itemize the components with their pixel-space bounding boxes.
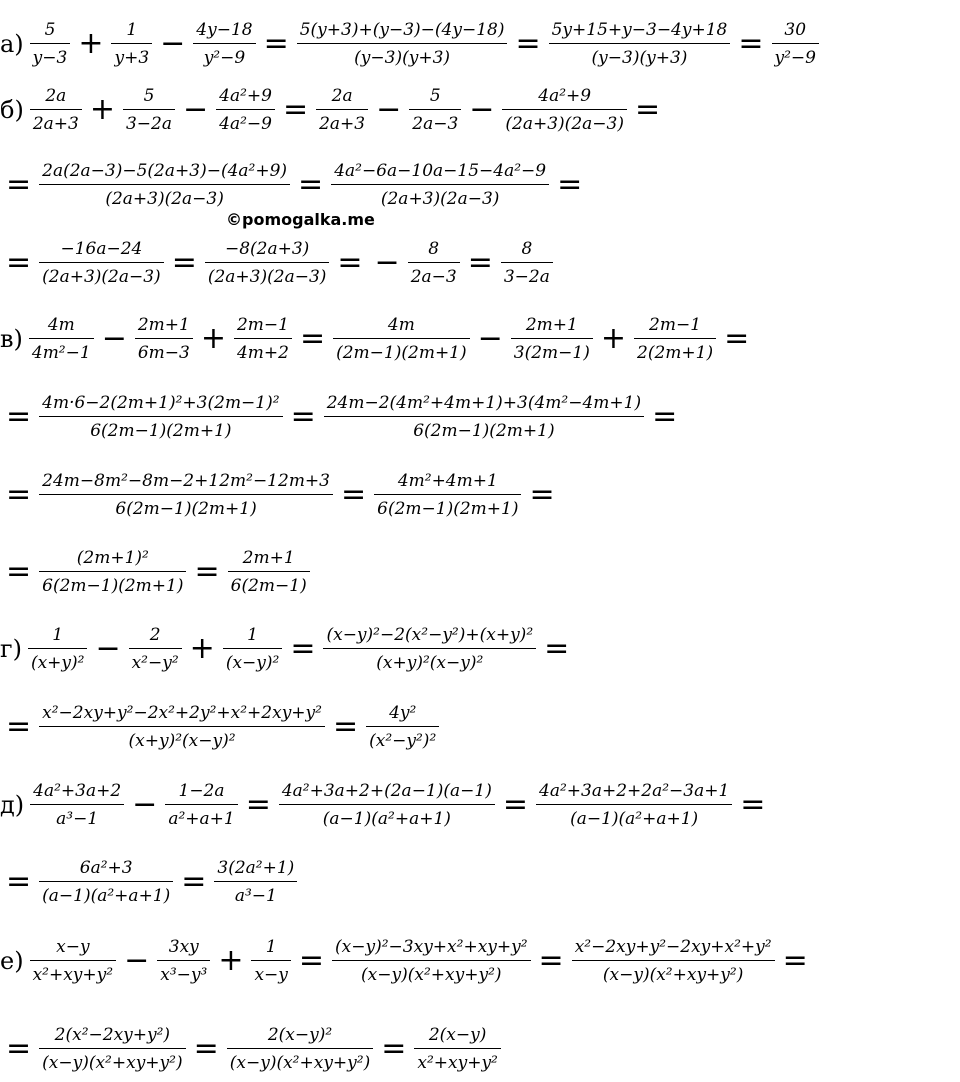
denominator: 3(2m−1) [513,343,590,363]
operator: = [529,477,555,512]
fraction-bar [366,726,439,727]
numerator: 2 [149,625,161,645]
operator: = [538,943,564,978]
fraction [39,857,173,907]
numerator: 8 [428,239,440,259]
numerator: 5 [429,86,441,106]
operator: + [600,321,626,356]
fraction [39,547,186,597]
fraction [234,314,292,364]
formula-line [0,624,575,674]
numerator: −16a−24 [60,239,143,259]
fraction [28,624,88,674]
formula-line [0,392,683,442]
operator: = [738,26,764,61]
fraction-bar [316,109,368,110]
fraction [511,314,593,364]
fraction [332,936,531,986]
operator: + [189,631,215,666]
denominator: 2a+3 [319,114,366,134]
fraction [227,1024,373,1074]
formula-line [0,702,441,752]
operator: = [6,167,32,202]
numerator: 24m−2(4m²+4m+1)+3(4m²−4m+1) [326,393,642,413]
fraction [111,19,152,69]
operator: + [200,321,226,356]
numerator: 2a [45,86,67,106]
fraction-bar [536,804,732,805]
numerator: 2a [331,86,353,106]
denominator: (x−y)(x²+xy+y²) [42,1053,183,1073]
denominator: (x−y)(x²+xy+y²) [361,965,502,985]
fraction-bar [135,338,193,339]
numerator: 2a(2a−3)−5(2a+3)−(4a²+9) [42,161,288,181]
denominator: 6m−3 [137,343,190,363]
denominator: 4m+2 [236,343,289,363]
denominator: y²−9 [203,48,246,68]
formula-line [0,470,561,520]
operator: = [515,26,541,61]
fraction-bar [502,109,627,110]
operator: + [218,943,244,978]
operator: = [341,477,367,512]
numerator: 2m−1 [236,315,289,335]
operator: = [181,864,207,899]
fraction-bar [30,43,71,44]
fraction [123,85,175,135]
fraction-bar [39,571,186,572]
fraction [572,936,775,986]
formula-line [0,1024,503,1074]
numerator: (2m+1)² [76,548,149,568]
fraction [223,624,283,674]
fraction [331,160,549,210]
denominator: y+3 [114,48,150,68]
denominator: (2a+3)(2a−3) [42,267,161,287]
operator: = [337,245,363,280]
denominator: (2m−1)(2m+1) [336,343,467,363]
numerator: 2m+1 [525,315,578,335]
fraction-bar [279,804,495,805]
fraction-bar [234,338,292,339]
fraction-bar [331,184,549,185]
fraction [214,857,297,907]
numerator: 5 [143,86,155,106]
fraction [409,85,461,135]
operator: = [245,787,271,822]
fraction-bar [409,109,461,110]
formula-line [0,19,821,69]
operator: = [282,92,309,127]
item-label: г) [0,635,22,663]
denominator: a²+a+1 [168,809,235,829]
fraction-bar [111,43,152,44]
denominator: (x−y)(x²+xy+y²) [229,1053,371,1073]
numerator: 8 [521,239,533,259]
denominator: x²−y² [131,653,179,673]
operator: = [557,167,583,202]
denominator: (2a+3)(2a−3) [207,267,327,287]
operator: − [95,631,121,666]
operator: = [6,554,32,589]
formula-line [0,857,299,907]
fraction [30,19,71,69]
denominator: (2a+3)(2a−3) [105,189,224,209]
denominator: (x+y)² [30,653,85,673]
numerator: 2m+1 [137,315,190,335]
fraction [29,314,94,364]
fraction-bar [129,648,182,649]
fraction [251,936,290,986]
numerator: 1−2a [178,781,225,801]
denominator: (x−y)(x²+xy+y²) [602,965,744,985]
fraction-bar [374,494,521,495]
fraction-bar [30,960,117,961]
operator: = [290,631,316,666]
numerator: 3(2a²+1) [217,858,295,878]
numerator: 4m·6−2(2m+1)²+3(2m−1)² [42,393,280,413]
fraction-bar [30,109,82,110]
item-label: в) [0,325,23,353]
fraction [366,702,439,752]
fraction-bar [165,804,237,805]
operator: = [332,709,359,744]
operator: = [724,321,750,356]
fraction-bar [39,416,282,417]
fraction [129,624,182,674]
denominator: 2a−3 [410,267,457,287]
numerator: 1 [52,625,64,645]
fraction-bar [297,43,508,44]
fraction [216,85,275,135]
operator: + [89,92,115,127]
fraction [772,19,819,69]
fraction [374,470,521,520]
fraction [39,470,333,520]
operator: = [381,1031,407,1066]
fraction-bar [39,494,333,495]
operator: − [376,92,402,127]
watermark: ©pomogalka.me [226,210,375,229]
fraction-bar [324,416,644,417]
formula-line [0,85,666,135]
numerator: 4y² [389,703,417,723]
operator: = [467,245,493,280]
denominator: 2a+3 [32,114,79,134]
item-label: а) [0,30,24,58]
numerator: x²−2xy+y²−2x²+2y²+x²+2xy+y² [42,703,322,723]
operator: = [6,864,32,899]
denominator: (x+y)²(x−y)² [128,731,236,751]
denominator: (2a+3)(2a−3) [380,189,500,209]
denominator: (a−1)(a²+a+1) [322,809,451,829]
fraction [549,19,731,69]
fraction [39,702,325,752]
fraction-bar [408,262,460,263]
denominator: (2a+3)(2a−3) [505,114,624,134]
fraction-bar [157,960,210,961]
formula-line [0,780,771,830]
numerator: 4m²+4m+1 [397,471,498,491]
numerator: 4a²+9 [538,86,592,106]
operator: = [193,1031,219,1066]
operator: − [124,943,150,978]
operator: = [782,943,808,978]
item-label: б) [0,96,24,124]
numerator: 1 [265,937,277,957]
numerator: 2(x²−2xy+y²) [54,1025,171,1045]
numerator: 2m+1 [242,548,295,568]
operator: + [78,26,104,61]
numerator: (x−y)²−3xy+x²+xy+y² [335,937,528,957]
fraction-bar [511,338,593,339]
formula-line [0,160,588,210]
denominator: a³−1 [56,809,99,829]
operator: = [299,321,326,356]
denominator: 3−2a [125,114,172,134]
numerator: 5(y+3)+(y−3)−(4y−18) [299,20,505,40]
numerator: 3xy [168,937,199,957]
fraction [39,1024,185,1074]
denominator: (x+y)²(x−y)² [376,653,484,673]
fraction [228,547,310,597]
operator: = [544,631,570,666]
fraction-bar [223,648,283,649]
operator: − [182,92,209,127]
fraction-bar [228,571,310,572]
fraction [414,1024,501,1074]
denominator: (x²−y²)² [369,731,437,751]
operator: = [6,477,32,512]
operator: = [740,787,766,822]
denominator: 3−2a [503,267,550,287]
fraction-bar [332,960,531,961]
fraction-bar [216,109,275,110]
fraction [279,780,495,830]
denominator: 6(2m−1) [230,576,307,596]
fraction-bar [29,338,94,339]
fraction [193,19,255,69]
operator: = [263,26,289,61]
formula-line [0,936,814,986]
fraction [157,936,210,986]
numerator: 4m [387,315,415,335]
denominator: 4m²−1 [31,343,91,363]
fraction-bar [772,43,819,44]
numerator: 5 [44,20,56,40]
fraction [30,85,82,135]
fraction-bar [501,262,553,263]
denominator: y²−9 [774,48,816,68]
fraction-bar [323,648,536,649]
numerator: 2m−1 [649,315,702,335]
fraction-bar [414,1048,501,1049]
fraction [135,314,193,364]
denominator: 6(2m−1)(2m+1) [90,421,232,441]
operator: − [374,245,400,280]
denominator: (y−3)(y+3) [591,48,688,68]
numerator: 4a²+9 [219,86,272,106]
numerator: 5y+15+y−3−4y+18 [551,20,728,40]
operator: − [469,92,495,127]
denominator: y−3 [32,48,68,68]
fraction-bar [214,881,297,882]
numerator: 2(x−y)² [267,1025,333,1045]
fraction-bar [634,338,716,339]
numerator: 1 [126,20,138,40]
denominator: x³−y³ [160,965,208,985]
formula-line [0,314,755,364]
operator: = [194,554,220,589]
fraction [39,238,164,288]
fraction-bar [39,726,325,727]
numerator: 4a²+3a+2+(2a−1)(a−1) [281,781,492,801]
fraction [408,238,460,288]
fraction-bar [30,804,124,805]
numerator: 30 [784,20,807,40]
fraction [205,238,330,288]
operator: = [298,167,324,202]
denominator: (y−3)(y+3) [354,48,451,68]
numerator: x−y [56,937,90,957]
denominator: 4a²−9 [219,114,272,134]
fraction [634,314,716,364]
fraction-bar [39,262,164,263]
denominator: 6(2m−1)(2m+1) [115,499,257,519]
numerator: 4a²+3a+2 [33,781,122,801]
fraction [316,85,368,135]
fraction [323,624,536,674]
fraction-bar [39,1048,185,1049]
fraction [324,392,644,442]
numerator: 24m−8m²−8m−2+12m²−12m+3 [42,471,330,491]
denominator: x−y [254,965,288,985]
operator: − [132,787,158,822]
item-label: д) [0,791,25,819]
denominator: 2(2m+1) [637,343,714,363]
operator: − [160,26,186,61]
formula-line [0,238,555,288]
denominator: (a−1)(a²+a+1) [570,809,699,829]
denominator: x²+xy+y² [417,1053,498,1073]
fraction [30,780,124,830]
fraction [30,936,117,986]
fraction-bar [572,960,775,961]
fraction [501,238,553,288]
fraction-bar [205,262,330,263]
fraction [502,85,627,135]
denominator: a³−1 [234,886,277,906]
operator: = [502,787,528,822]
numerator: 4a²+3a+2+2a²−3a+1 [539,781,730,801]
operator: = [6,709,32,744]
fraction-bar [39,881,173,882]
numerator: 1 [247,625,258,645]
denominator: 6(2m−1)(2m+1) [413,421,555,441]
denominator: (x−y)² [225,653,280,673]
fraction [333,314,470,364]
denominator: x²+xy+y² [32,965,114,985]
fraction [39,160,290,210]
operator: = [6,245,32,280]
operator: = [171,245,197,280]
fraction [297,19,508,69]
item-label: е) [0,947,24,975]
numerator: 4a²−6a−10a−15−4a²−9 [334,161,547,181]
denominator: 2a−3 [412,114,459,134]
numerator: 4y−18 [196,20,253,40]
operator: = [6,1031,32,1066]
fraction-bar [251,960,290,961]
denominator: 6(2m−1)(2m+1) [42,576,184,596]
operator: = [6,399,32,434]
numerator: 4m [47,315,75,335]
numerator: −8(2a+3) [224,239,310,259]
operator: − [101,321,127,356]
denominator: (a−1)(a²+a+1) [42,886,171,906]
fraction-bar [193,43,255,44]
operator: = [652,399,678,434]
numerator: x²−2xy+y²−2xy+x²+y² [574,937,772,957]
fraction-bar [28,648,88,649]
fraction-bar [123,109,175,110]
numerator: (x−y)²−2(x²−y²)+(x+y)² [326,625,534,645]
fraction [536,780,732,830]
operator: − [477,321,503,356]
formula-line [0,547,312,597]
operator: = [298,943,325,978]
numerator: 2(x−y) [428,1025,487,1045]
numerator: 6a²+3 [79,858,133,878]
fraction-bar [549,43,731,44]
operator: = [634,92,661,127]
fraction-bar [227,1048,373,1049]
fraction [39,392,282,442]
fraction-bar [333,338,470,339]
fraction-bar [39,184,290,185]
operator: = [290,399,316,434]
denominator: 6(2m−1)(2m+1) [377,499,519,519]
fraction [165,780,237,830]
